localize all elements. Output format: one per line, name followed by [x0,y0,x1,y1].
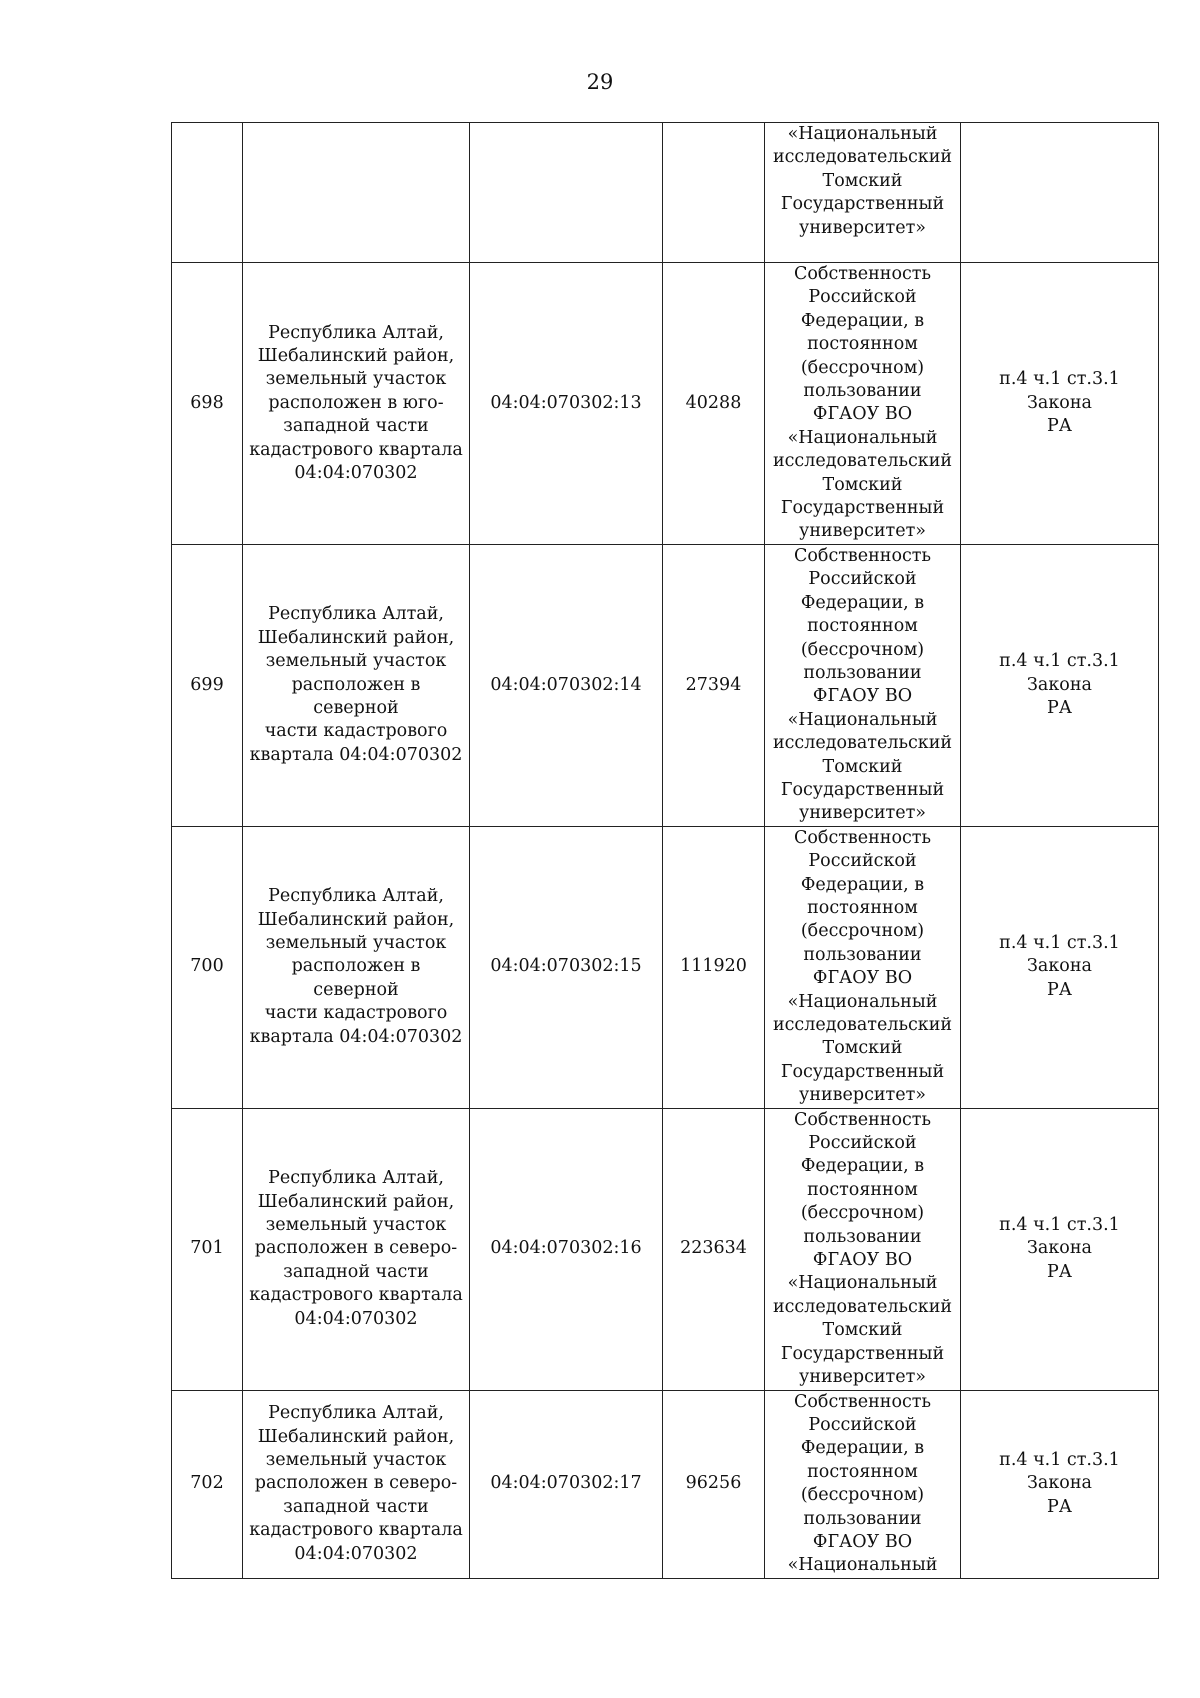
location-cell [243,826,470,1108]
rights-line: «Национальный [787,427,938,448]
rights-line: (бессрочном) [800,921,925,942]
location-line: расположен в северо- [254,1473,458,1494]
location-line: Шебалинский район, [257,909,455,930]
area-cell: 111920 [663,826,765,1108]
rights-line: ФГАОУ ВО [812,686,913,707]
rights-line: пользовании [803,944,922,965]
table-row [172,544,1159,826]
rights-line: Государственный [780,1343,945,1364]
table-row [172,826,1159,1108]
rights-line: Федерации, в [800,1438,925,1459]
rights-line: Российской [808,1133,917,1154]
basis-line: п.4 ч.1 ст.3.1 Закона [999,1214,1120,1259]
location-line: Шебалинский район, [257,1191,455,1212]
rights-line: «Национальный [787,1273,938,1294]
area-cell: 27394 [663,544,765,826]
rights-line: университет» [799,521,926,542]
basis-line: РА [1046,698,1073,719]
rights-line: (бессрочном) [800,1203,925,1224]
location-line: расположен в северной [291,956,421,1000]
basis-line: п.4 ч.1 ст.3.1 Закона [999,1450,1120,1494]
location-line: 04:04:070302 [294,1308,418,1329]
area-cell [663,123,765,263]
rights-line: Собственность [793,264,932,284]
rights-line: ФГАОУ ВО [812,1250,913,1271]
location-line: квартала 04:04:070302 [249,1026,463,1047]
rights-line: постоянном [807,616,918,637]
rights-cell [765,123,961,263]
basis-line: п.4 ч.1 ст.3.1 Закона [999,651,1120,695]
rights-line: исследовательский [772,1015,953,1035]
location-line: 04:04:070302 [294,462,418,483]
cadastral-cell: 04:04:070302:13 [470,263,663,545]
rights-line: исследовательский [772,733,953,754]
rights-line: пользовании [803,381,922,402]
location-line: Республика Алтай, [268,1168,444,1189]
rights-line: университет» [799,1085,926,1106]
rights-line: Томский [822,756,903,777]
location-line: Шебалинский район, [257,627,455,648]
rights-line: Собственность [793,545,932,566]
rights-line: Федерации, в [800,1156,925,1177]
rights-line: Российской [808,287,917,308]
rights-line: университет» [799,1367,926,1388]
location-line: Шебалинский район, [257,345,455,366]
basis-cell [961,1108,1159,1390]
rights-line: ФГАОУ ВО [812,968,913,989]
location-line: земельный участок [265,651,447,672]
num-cell: 698 [172,263,243,545]
rights-line: Российской [808,851,917,872]
area-cell: 223634 [663,1108,765,1390]
location-line: Республика Алтай, [268,886,444,907]
rights-line: университет» [799,217,926,238]
rights-line: Томский [822,1320,903,1341]
cadastral-cell [470,123,663,263]
location-cell [243,544,470,826]
location-line: западной части [283,1261,429,1282]
basis-line: РА [1046,1261,1073,1282]
cadastral-cell: 04:04:070302:16 [470,1108,663,1390]
basis-cell [961,263,1159,545]
basis-cell [961,1390,1159,1578]
rights-line: Томский [822,474,903,495]
rights-line: исследовательский [772,147,953,168]
num-cell: 700 [172,826,243,1108]
location-line: земельный участок [265,369,447,390]
rights-line: Томский [822,170,903,191]
num-cell: 702 [172,1390,243,1578]
table-row [172,1390,1159,1578]
location-line: Шебалинский район, [257,1426,455,1447]
rights-line: Федерации, в [800,310,925,331]
location-line: земельный участок [265,933,447,954]
location-line: кадастрового квартала [249,1285,463,1306]
rights-line: пользовании [803,1226,922,1247]
area-cell: 96256 [663,1390,765,1578]
rights-line: исследовательский [772,451,953,472]
rights-line: постоянном [807,334,918,355]
location-line: западной части [283,1496,429,1517]
location-line: расположен в юго- [268,392,444,413]
basis-line: РА [1046,1496,1073,1517]
rights-line: ФГАОУ ВО [812,1531,913,1552]
location-line: Республика Алтай, [268,604,444,625]
basis-cell [961,826,1159,1108]
rights-line: пользовании [803,662,922,683]
rights-line: Российской [808,569,917,590]
cadastral-cell: 04:04:070302:14 [470,544,663,826]
cadastral-cell: 04:04:070302:17 [470,1390,663,1578]
table-row [172,1108,1159,1390]
rights-line: Государственный [780,779,945,800]
rights-line: университет» [799,803,926,824]
rights-line: Государственный [780,1061,945,1082]
location-cell [243,1108,470,1390]
table-row [172,263,1159,545]
page-number: 29 [586,70,614,94]
rights-line: «Национальный [787,709,938,730]
rights-line: Российской [808,1414,917,1435]
location-line: квартала 04:04:070302 [249,744,463,765]
rights-line: (бессрочном) [800,357,925,378]
table-row-continuation [172,123,1159,263]
rights-line: «Национальный [787,124,938,144]
cadastral-cell: 04:04:070302:15 [470,826,663,1108]
num-cell: 701 [172,1108,243,1390]
rights-line: постоянном [807,1179,918,1200]
num-cell: 699 [172,544,243,826]
rights-line: исследовательский [772,1296,953,1317]
location-line: части кадастрового [264,1003,448,1024]
rights-line: (бессрочном) [800,639,925,660]
basis-line: РА [1046,416,1073,437]
location-line: земельный участок [265,1214,447,1235]
rights-line: постоянном [807,1461,918,1482]
rights-line: «Национальный [787,1555,938,1576]
land-plots-table [171,122,1159,1579]
location-line: Республика Алтай, [268,322,444,343]
location-cell [243,263,470,545]
basis-cell [961,544,1159,826]
rights-line: ФГАОУ ВО [812,404,913,425]
rights-line: Томский [822,1038,903,1059]
area-cell: 40288 [663,263,765,545]
num-cell [172,123,243,263]
location-line: западной части [283,416,429,437]
location-line: части кадастрового [264,721,448,742]
rights-line: «Национальный [787,991,938,1012]
rights-line: постоянном [807,897,918,918]
rights-cell [765,826,961,1108]
rights-cell [765,263,961,545]
rights-line: Федерации, в [800,592,925,613]
rights-line: Государственный [780,498,945,519]
rights-cell [765,1390,961,1578]
location-line: расположен в северной [291,674,421,719]
rights-line: Федерации, в [800,874,925,895]
rights-cell [765,544,961,826]
rights-line: (бессрочном) [800,1485,925,1506]
location-cell [243,123,470,263]
rights-cell [765,1108,961,1390]
location-line: Республика Алтай, [268,1403,444,1424]
rights-line: Собственность [793,1109,932,1130]
location-line: кадастрового квартала [249,1520,463,1541]
location-cell [243,1390,470,1578]
location-line: расположен в северо- [254,1238,458,1259]
basis-line: п.4 ч.1 ст.3.1 Закона [999,369,1120,413]
location-line: земельный участок [265,1450,447,1471]
basis-cell [961,123,1159,263]
rights-line: пользовании [803,1508,922,1529]
rights-line: Государственный [780,194,945,215]
basis-line: РА [1046,979,1073,1000]
location-line: кадастрового квартала [249,439,463,460]
rights-line: Собственность [793,1391,932,1412]
rights-line: Собственность [793,827,932,848]
location-line: 04:04:070302 [294,1543,418,1564]
basis-line: п.4 ч.1 ст.3.1 Закона [999,933,1120,977]
